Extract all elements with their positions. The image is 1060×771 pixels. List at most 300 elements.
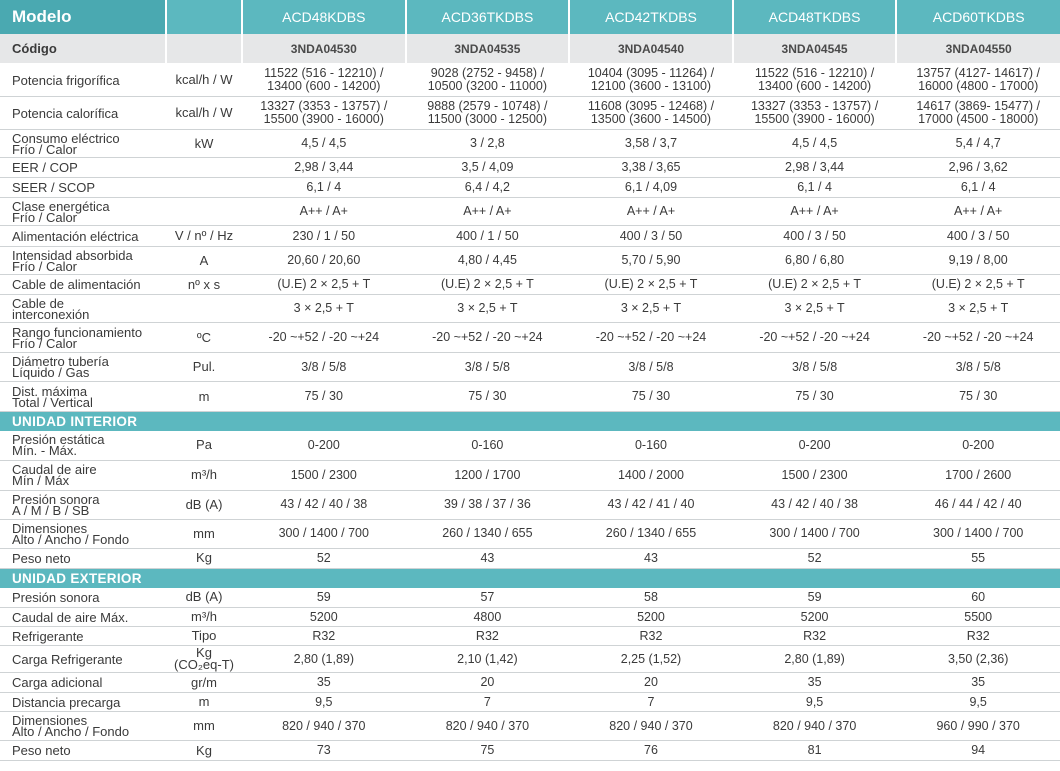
row-value-line: (U.E) 2 × 2,5 + T <box>440 277 534 291</box>
row-value <box>733 247 897 275</box>
row-value <box>733 712 897 741</box>
row-value <box>733 323 897 353</box>
row-value-line: 52 <box>807 550 822 565</box>
row-value-line: 14617 (3869- 15477) / <box>916 99 1041 113</box>
row-value <box>896 431 1060 460</box>
row-value <box>733 431 897 460</box>
row-value-line: 300 / 1400 / 700 <box>933 526 1024 540</box>
row-value <box>569 741 733 761</box>
row-value-line: 6,1 / 4 <box>306 180 342 194</box>
row-label-line: Distancia precarga <box>12 694 121 710</box>
row-unit-line: (CO₂eq-T) <box>174 657 234 672</box>
row-label-line: Caudal de aire Máx. <box>12 609 129 625</box>
model-header: ACD36TKDBS <box>406 0 570 34</box>
row-label-line: Alimentación eléctrica <box>12 228 139 244</box>
row-unit <box>166 588 242 608</box>
row-value-line: 2,96 / 3,62 <box>948 160 1008 174</box>
row-value <box>733 226 897 247</box>
row-value <box>569 353 733 382</box>
row-value-line: 52 <box>316 550 331 565</box>
row-value-line: 260 / 1340 / 655 <box>442 526 533 540</box>
row-value <box>896 353 1060 382</box>
section-row <box>0 568 1060 588</box>
row-label-line: Frío / Calor <box>12 141 78 157</box>
row-value-line: 6,4 / 4,2 <box>464 180 510 194</box>
row-unit <box>166 226 242 247</box>
row-value-line: 43 / 42 / 40 / 38 <box>280 497 368 511</box>
section-title: UNIDAD INTERIOR <box>0 412 1060 432</box>
spec-row <box>0 226 1060 247</box>
code-value: 3NDA04530 <box>242 34 406 64</box>
row-value <box>733 519 897 548</box>
row-label-line: Total / Vertical <box>12 394 93 410</box>
row-value <box>896 226 1060 247</box>
row-unit <box>166 353 242 382</box>
row-unit <box>166 158 242 178</box>
row-label <box>0 353 166 382</box>
row-value <box>242 608 406 627</box>
row-value <box>896 741 1060 761</box>
row-value-line: 6,1 / 4 <box>960 180 996 194</box>
row-unit <box>166 198 242 226</box>
row-label-line: Dimensiones <box>12 713 88 728</box>
row-value-line: A++ / A+ <box>954 204 1003 218</box>
row-label-line: Intensidad absorbida <box>12 247 133 263</box>
row-value <box>406 382 570 412</box>
row-label-line: Frío / Calor <box>12 335 78 351</box>
row-value <box>242 64 406 97</box>
row-value <box>242 548 406 568</box>
code-unit <box>166 34 242 64</box>
row-value-line: 2,80 (1,89) <box>293 651 355 666</box>
row-value-line: 46 / 44 / 42 / 40 <box>934 497 1022 511</box>
row-value-line: 4,5 / 4,5 <box>791 136 838 150</box>
row-value <box>406 588 570 608</box>
row-label <box>0 226 166 247</box>
row-value <box>569 295 733 323</box>
row-value-line: 11522 (516 - 12210) / <box>754 66 875 80</box>
row-value-line: (U.E) 2 × 2,5 + T <box>277 277 371 291</box>
row-value <box>896 247 1060 275</box>
row-value <box>733 627 897 646</box>
row-unit-line: dB (A) <box>185 589 223 605</box>
row-value <box>406 275 570 295</box>
row-value <box>896 693 1060 712</box>
row-value-line: 3 × 2,5 + T <box>620 301 682 315</box>
row-value-line: 960 / 990 / 370 <box>936 718 1020 733</box>
row-value-line: 2,25 (1,52) <box>620 651 682 666</box>
row-value <box>242 741 406 761</box>
row-value-line: 400 / 3 / 50 <box>619 228 683 243</box>
row-value-line: 3 / 2,8 <box>470 136 505 150</box>
row-value-line: 2,10 (1,42) <box>457 651 518 666</box>
row-label-line: Potencia frigorífica <box>12 72 120 88</box>
model-header: ACD60TKDBS <box>896 0 1060 34</box>
row-label-line: Líquido / Gas <box>12 365 90 380</box>
spec-row <box>0 712 1060 741</box>
row-value-line: 820 / 940 / 370 <box>772 718 857 733</box>
row-value <box>569 178 733 198</box>
row-value-line: 76 <box>644 743 658 757</box>
row-value <box>242 130 406 158</box>
row-value-line: 75 / 30 <box>304 389 343 403</box>
row-unit-line: Pul. <box>192 359 216 374</box>
row-label-line: EER / COP <box>12 160 78 175</box>
row-value-line: -20 ~+52 / -20 ~+24 <box>268 330 380 344</box>
row-unit-line: ºC <box>196 329 212 345</box>
row-value-line: 57 <box>480 589 495 604</box>
row-value <box>733 490 897 519</box>
row-value <box>569 97 733 130</box>
row-unit <box>166 673 242 693</box>
row-value-line: 4800 <box>473 609 502 624</box>
row-label-line: Potencia calorífica <box>12 105 119 121</box>
row-value-line: 3/8 / 5/8 <box>791 359 838 374</box>
row-value <box>733 178 897 198</box>
row-value-line: 13757 (4127- 14617) / <box>916 66 1041 80</box>
row-value-line: 260 / 1340 / 655 <box>605 526 697 540</box>
row-value <box>569 693 733 712</box>
row-value-line: 13500 (3600 - 14500) <box>590 112 712 126</box>
row-value <box>242 627 406 646</box>
row-value-line: 43 / 42 / 40 / 38 <box>771 497 859 511</box>
row-value-line: 12100 (3600 - 13100) <box>590 79 712 93</box>
row-value-line: 13400 (600 - 14200) <box>757 79 872 93</box>
row-value <box>569 490 733 519</box>
row-value-line: 3 × 2,5 + T <box>784 301 845 315</box>
row-unit-line: V / nº / Hz <box>174 228 234 243</box>
row-value-line: 6,1 / 4,09 <box>624 180 678 194</box>
row-value <box>242 588 406 608</box>
row-unit <box>166 97 242 130</box>
row-value-line: 7 <box>483 694 491 709</box>
row-unit <box>166 627 242 646</box>
row-value-line: 75 / 30 <box>959 389 998 403</box>
row-value <box>406 323 570 353</box>
row-value-line: 3 × 2,5 + T <box>457 301 518 315</box>
row-value <box>896 588 1060 608</box>
row-value-line: 15500 (3900 - 16000) <box>263 112 384 126</box>
spec-row <box>0 178 1060 198</box>
spec-body <box>0 64 1060 761</box>
row-unit <box>166 295 242 323</box>
row-value <box>896 548 1060 568</box>
unit-header <box>166 0 242 34</box>
row-unit-line: m <box>198 388 210 404</box>
row-value-line: 20 <box>480 675 495 689</box>
spec-row <box>0 519 1060 548</box>
row-value <box>733 275 897 295</box>
row-label-line: Frío / Calor <box>12 209 78 225</box>
row-value <box>406 64 570 97</box>
row-value <box>733 608 897 627</box>
row-value <box>896 295 1060 323</box>
row-value-line: 11522 (516 - 12210) / <box>264 66 384 80</box>
row-value-line: 13400 (600 - 14200) <box>267 79 381 93</box>
row-value-line: 1200 / 1700 <box>454 467 521 482</box>
row-unit-line: Kg <box>196 550 212 565</box>
row-value-line: 15500 (3900 - 16000) <box>754 112 875 126</box>
row-unit <box>166 178 242 198</box>
row-label <box>0 646 166 673</box>
row-value-line: R32 <box>803 628 827 643</box>
section-row <box>0 412 1060 432</box>
row-value-line: 9,5 <box>969 694 987 709</box>
row-label-line: Presión sonora <box>12 589 100 605</box>
row-value-line: 1500 / 2300 <box>290 467 357 482</box>
row-value <box>569 673 733 693</box>
row-value-line: -20 ~+52 / -20 ~+24 <box>759 330 870 344</box>
row-value <box>896 673 1060 693</box>
model-header: ACD48TKDBS <box>733 0 897 34</box>
row-value <box>733 198 897 226</box>
row-value <box>569 226 733 247</box>
row-value <box>406 519 570 548</box>
row-label <box>0 158 166 178</box>
row-value-line: 0-160 <box>471 437 504 452</box>
row-value <box>569 247 733 275</box>
row-label <box>0 712 166 741</box>
row-label-line: Cable de <box>12 295 65 311</box>
row-value <box>569 608 733 627</box>
row-value <box>406 741 570 761</box>
spec-row <box>0 431 1060 460</box>
row-value-line: R32 <box>475 628 499 643</box>
spec-row <box>0 646 1060 673</box>
row-value-line: -20 ~+52 / -20 ~+24 <box>595 330 707 344</box>
row-unit-line: m³/h <box>191 609 217 624</box>
row-label <box>0 275 166 295</box>
row-value-line: 35 <box>971 675 986 689</box>
row-value-line: 3,58 / 3,7 <box>624 136 678 150</box>
row-label-line: Rango funcionamiento <box>12 324 143 340</box>
row-value <box>242 323 406 353</box>
row-value-line: R32 <box>966 628 990 643</box>
row-value <box>406 490 570 519</box>
row-value <box>896 64 1060 97</box>
spec-row <box>0 247 1060 275</box>
row-label-line: A / M / B / SB <box>12 502 90 518</box>
row-value-line: 43 / 42 / 41 / 40 <box>607 497 695 511</box>
row-value-line: 59 <box>316 589 331 604</box>
row-value <box>896 460 1060 490</box>
row-unit-line: gr/m <box>191 674 217 690</box>
row-value-line: 820 / 940 / 370 <box>445 718 530 733</box>
spec-row <box>0 130 1060 158</box>
row-value <box>569 198 733 226</box>
row-value-line: 9,5 <box>805 694 824 709</box>
row-value <box>733 460 897 490</box>
code-value: 3NDA04550 <box>896 34 1060 64</box>
row-value-line: 300 / 1400 / 700 <box>278 526 369 540</box>
row-label-line: Carga adicional <box>12 675 103 690</box>
row-value-line: A++ / A+ <box>626 204 676 218</box>
row-unit-line: Pa <box>196 437 212 453</box>
row-value-line: 75 / 30 <box>631 389 671 403</box>
row-value <box>569 323 733 353</box>
row-unit <box>166 741 242 761</box>
row-value <box>242 97 406 130</box>
row-value <box>242 275 406 295</box>
row-label-line: Mín. - Máx. <box>12 443 78 459</box>
row-value <box>896 627 1060 646</box>
code-label: Código <box>0 34 166 64</box>
row-label-line: Mín / Máx <box>12 473 70 488</box>
row-value-line: 820 / 940 / 370 <box>282 718 366 733</box>
row-unit <box>166 460 242 490</box>
row-value-line: R32 <box>639 628 663 643</box>
row-value <box>896 275 1060 295</box>
row-value-line: 3/8 / 5/8 <box>955 359 1001 374</box>
row-value <box>733 548 897 568</box>
row-value <box>406 712 570 741</box>
row-value-line: 230 / 1 / 50 <box>292 228 356 243</box>
row-value-line: 820 / 940 / 370 <box>609 718 693 733</box>
row-value-line: 1500 / 2300 <box>781 467 848 482</box>
row-label <box>0 247 166 275</box>
row-value-line: 9,19 / 8,00 <box>948 253 1008 267</box>
row-value <box>569 588 733 608</box>
row-value-line: 59 <box>807 589 822 604</box>
row-value <box>569 646 733 673</box>
row-unit-line: Tipo <box>191 628 217 643</box>
row-value-line: 3/8 / 5/8 <box>301 359 347 374</box>
row-value <box>896 178 1060 198</box>
row-label-line: Alto / Ancho / Fondo <box>12 724 130 739</box>
row-value <box>569 275 733 295</box>
row-value <box>406 353 570 382</box>
row-value-line: 11500 (3000 - 12500) <box>427 112 548 126</box>
row-label <box>0 673 166 693</box>
row-label-line: Peso neto <box>12 550 71 566</box>
row-unit <box>166 608 242 627</box>
row-label-line: Frío / Calor <box>12 258 78 274</box>
row-value <box>896 646 1060 673</box>
row-value <box>896 158 1060 178</box>
row-unit-line: nº x s <box>187 276 221 292</box>
spec-row <box>0 64 1060 97</box>
row-value <box>733 588 897 608</box>
row-label <box>0 382 166 412</box>
row-label <box>0 198 166 226</box>
row-value-line: 4,80 / 4,45 <box>457 253 517 267</box>
row-unit <box>166 548 242 568</box>
code-value: 3NDA04545 <box>733 34 897 64</box>
row-unit <box>166 130 242 158</box>
spec-row <box>0 198 1060 226</box>
row-value-line: 58 <box>644 589 658 604</box>
row-value-line: 10500 (3200 - 11000) <box>427 79 548 93</box>
row-value <box>242 158 406 178</box>
row-unit-line: kW <box>194 135 214 151</box>
row-value-line: 9028 (2752 - 9458) / <box>430 66 545 80</box>
row-label-line: Dist. máxima <box>12 383 88 399</box>
row-value <box>733 693 897 712</box>
row-label <box>0 295 166 323</box>
row-value <box>406 295 570 323</box>
row-value-line: 35 <box>807 675 822 689</box>
row-value-line: 6,80 / 6,80 <box>785 253 845 267</box>
row-label <box>0 178 166 198</box>
row-value <box>242 673 406 693</box>
row-label <box>0 548 166 568</box>
row-value-line: 20,60 / 20,60 <box>287 253 361 267</box>
row-value-line: 60 <box>971 589 986 604</box>
row-value <box>569 431 733 460</box>
row-value <box>406 693 570 712</box>
row-value <box>242 431 406 460</box>
row-value <box>242 460 406 490</box>
row-value-line: 0-160 <box>634 437 667 452</box>
code-row <box>0 34 1060 64</box>
row-value <box>406 97 570 130</box>
row-unit <box>166 519 242 548</box>
row-value <box>406 158 570 178</box>
spec-row <box>0 275 1060 295</box>
row-value <box>569 712 733 741</box>
row-value <box>569 158 733 178</box>
spec-row <box>0 673 1060 693</box>
row-value <box>242 295 406 323</box>
spec-row <box>0 608 1060 627</box>
row-value-line: 13327 (3353 - 13757) / <box>750 99 879 113</box>
row-value-line: 4,5 / 4,5 <box>301 136 347 150</box>
row-value-line: 5200 <box>309 609 338 624</box>
row-value-line: 75 / 30 <box>795 389 834 403</box>
row-value-line: 3 × 2,5 + T <box>293 301 354 315</box>
row-label <box>0 693 166 712</box>
row-value-line: -20 ~+52 / -20 ~+24 <box>432 330 543 344</box>
row-label-line: Clase energética <box>12 198 110 214</box>
row-value <box>569 382 733 412</box>
row-unit <box>166 64 242 97</box>
row-value <box>569 64 733 97</box>
row-value-line: 1400 / 2000 <box>617 467 684 482</box>
row-value-line: A++ / A+ <box>463 204 512 218</box>
row-value-line: 0-200 <box>798 437 831 452</box>
row-value <box>733 673 897 693</box>
row-value <box>242 198 406 226</box>
row-value <box>406 646 570 673</box>
row-value-line: 0-200 <box>307 437 340 452</box>
row-value-line: 400 / 3 / 50 <box>783 228 846 243</box>
row-value <box>733 97 897 130</box>
row-label-line: SEER / SCOP <box>12 180 96 195</box>
row-value-line: 5500 <box>964 609 993 624</box>
row-label-line: Caudal de aire <box>12 462 97 477</box>
row-value-line: 3,38 / 3,65 <box>621 160 681 174</box>
row-value <box>733 646 897 673</box>
row-value <box>896 490 1060 519</box>
row-unit <box>166 247 242 275</box>
row-value <box>733 64 897 97</box>
row-value-line: 81 <box>807 743 822 757</box>
row-value <box>406 130 570 158</box>
row-value-line: 2,98 / 3,44 <box>294 160 354 174</box>
row-label <box>0 608 166 627</box>
row-label-line: Consumo eléctrico <box>12 130 120 146</box>
row-unit <box>166 382 242 412</box>
row-value <box>896 608 1060 627</box>
row-value <box>569 460 733 490</box>
row-value <box>406 178 570 198</box>
row-value <box>242 226 406 247</box>
row-label <box>0 323 166 353</box>
row-label <box>0 519 166 548</box>
row-unit-line: Kg <box>196 645 212 660</box>
row-value-line: 5200 <box>800 609 829 624</box>
row-value-line: 2,98 / 3,44 <box>785 160 845 174</box>
